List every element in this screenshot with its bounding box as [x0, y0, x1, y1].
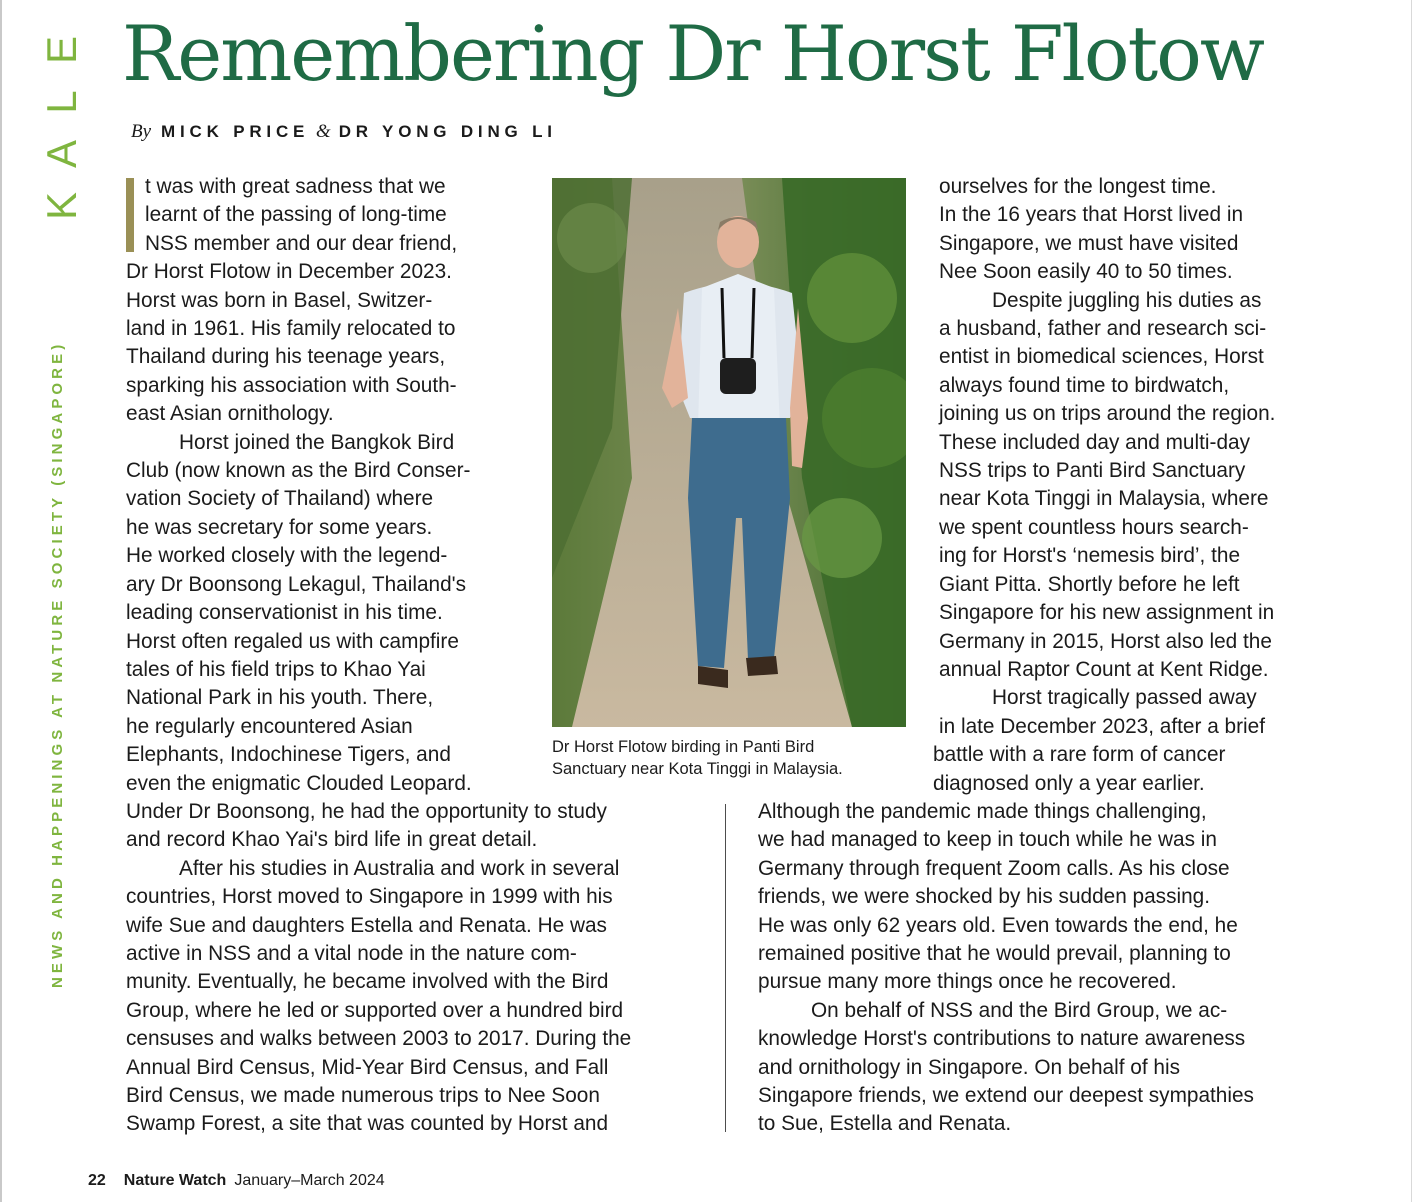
author-2: DR YONG DING LI [338, 122, 557, 141]
article-title: Remembering Dr Horst Flotow [122, 9, 1263, 98]
text-line: tales of his field trips to Khao Yai [126, 657, 426, 681]
text-line: leading conservationist in his time. [126, 601, 443, 625]
text-line: Although the pandemic made things challenging, [758, 800, 1207, 823]
text-line: annual Raptor Count at Kent Ridge. [939, 657, 1269, 681]
text-line: knowledge Horst's contributions to nature awareness [758, 1027, 1246, 1051]
text-line: Singapore, we must have visited [939, 231, 1239, 255]
text-line: Under Dr Boonsong, he had the opportunity to study [126, 800, 607, 823]
text-line: He worked closely with the legend- [126, 544, 448, 568]
page-footer [88, 1169, 385, 1193]
text-line: Group, where he led or supported over a hundred bird [126, 998, 624, 1022]
text-line: Singapore friends, we extend our deepest sympathies [758, 1084, 1254, 1108]
text-line: ourselves for the longest time. [939, 175, 1217, 198]
byline-by: By [131, 121, 152, 142]
text-line: Thailand during his teenage years, [126, 345, 446, 369]
issue-date: January–March 2024 [234, 1172, 385, 1189]
section-tag-a: L [38, 90, 85, 114]
text-line: to Sue, Estella and Renata. [758, 1112, 1012, 1136]
column-right [933, 173, 1379, 798]
text-line: joining us on trips around the region. [939, 402, 1276, 426]
text-line: He was only 62 years old. Even towards the end, he [758, 913, 1238, 937]
author-1: MICK PRICE [161, 122, 310, 141]
text-line: friends, we were shocked by his sudden passing. [758, 885, 1211, 909]
text-line: a husband, father and research sci- [939, 317, 1267, 341]
text-line: remained positive that he would prevail, planning to [758, 942, 1231, 966]
text-line: near Kota Tinggi in Malaysia, where [939, 487, 1269, 511]
text-line: Swamp Forest, a site that was counted by Horst and [126, 1112, 609, 1136]
text-line: learnt of the passing of long-time [145, 203, 447, 227]
text-line: These included day and multi-day [939, 430, 1250, 454]
text-line: NSS member and our dear friend, [145, 231, 458, 255]
text-line: wife Sue and daughters Estella and Renata. He was [126, 913, 607, 937]
text-line: t was with great sadness that we [145, 175, 446, 198]
magazine-name: Nature Watch [123, 1172, 227, 1189]
text-line: diagnosed only a year earlier. [933, 771, 1205, 795]
text-line: land in 1961. His family relocated to [126, 317, 456, 341]
text-line: entist in biomedical sciences, Horst [939, 345, 1264, 369]
text-line: Singapore for his new assignment in [939, 601, 1275, 625]
byline [131, 118, 557, 146]
photo-caption [552, 736, 912, 780]
text-line: ing for Horst's ‘nemesis bird’, the [939, 544, 1241, 568]
text-line: Horst tragically passed away [992, 686, 1257, 710]
text-line: On behalf of NSS and the Bird Group, we ac- [811, 998, 1228, 1022]
section-tag [40, 24, 84, 232]
text-line: he regularly encountered Asian [126, 714, 413, 738]
section-tag-e: K [38, 192, 85, 221]
text-line: we spent countless hours search- [939, 515, 1249, 539]
text-line: sparking his association with South- [126, 373, 457, 397]
column-lower-right [758, 798, 1358, 1139]
text-line: Elephants, Indochinese Tigers, and [126, 743, 451, 767]
text-line: ary Dr Boonsong Lekagul, Thailand's [126, 572, 467, 596]
page-edge-left [0, 0, 2, 1202]
section-tag-l: A [38, 140, 85, 169]
text-line: and record Khao Yai's bird life in great detail. [126, 828, 538, 852]
text-line: and ornithology in Singapore. On behalf of his [758, 1055, 1181, 1079]
text-line: Giant Pitta. Shortly before he left [939, 572, 1240, 596]
section-strap: NEWS AND HAPPENINGS AT NATURE SOCIETY (SINGAPORE) [49, 340, 66, 988]
text-line: Horst was born in Basel, Switzer- [126, 288, 433, 312]
text-line: Annual Bird Census, Mid-Year Bird Census, and Fall [126, 1055, 609, 1079]
text-line: NSS trips to Panti Bird Sanctuary [939, 459, 1246, 483]
text-line: Despite juggling his duties as [992, 288, 1262, 312]
text-line: active in NSS and a vital node in the nature com- [126, 942, 577, 966]
caption-line: Sanctuary near Kota Tinggi in Malaysia. [552, 760, 843, 778]
text-line: In the 16 years that Horst lived in [939, 203, 1244, 227]
caption-line: Dr Horst Flotow birding in Panti Bird [552, 738, 815, 756]
section-tag-k: E [38, 36, 85, 65]
column-left [126, 173, 536, 798]
text-line: Germany in 2015, Horst also led the [939, 629, 1272, 653]
column-divider [725, 804, 726, 1132]
text-line: even the enigmatic Clouded Leopard. [126, 771, 472, 795]
text-line: always found time to birdwatch, [939, 373, 1230, 397]
text-line: vation Society of Thailand) where [126, 487, 434, 511]
text-line: Dr Horst Flotow in December 2023. [126, 260, 452, 284]
text-line: After his studies in Australia and work in several [179, 856, 620, 880]
byline-amp: & [315, 121, 331, 142]
text-line: munity. Eventually, he became involved with the Bird [126, 970, 609, 994]
text-line: pursue many more things once he recovered. [758, 970, 1177, 994]
text-line: in late December 2023, after a brief [939, 714, 1265, 738]
text-line: censuses and walks between 2003 to 2017. During the [126, 1027, 632, 1051]
text-line: we had managed to keep in touch while he was in [758, 828, 1217, 852]
text-line: battle with a rare form of cancer [933, 743, 1226, 767]
text-line: east Asian ornithology. [126, 402, 334, 426]
text-line: Club (now known as the Bird Conser- [126, 459, 471, 483]
text-line: Germany through frequent Zoom calls. As his close [758, 856, 1230, 880]
text-line: Nee Soon easily 40 to 50 times. [939, 260, 1233, 284]
text-line: countries, Horst moved to Singapore in 1999 with his [126, 885, 613, 909]
text-line: Horst joined the Bangkok Bird [179, 430, 455, 454]
page-number: 22 [88, 1172, 106, 1189]
text-line: Bird Census, we made numerous trips to Nee Soon [126, 1084, 600, 1108]
text-line: National Park in his youth. There, [126, 686, 434, 710]
photo-horst-birding [552, 178, 906, 727]
text-line: Horst often regaled us with campfire [126, 629, 459, 653]
column-lower-left [126, 798, 716, 1139]
photo-illustration [552, 178, 906, 727]
text-line: he was secretary for some years. [126, 515, 433, 539]
